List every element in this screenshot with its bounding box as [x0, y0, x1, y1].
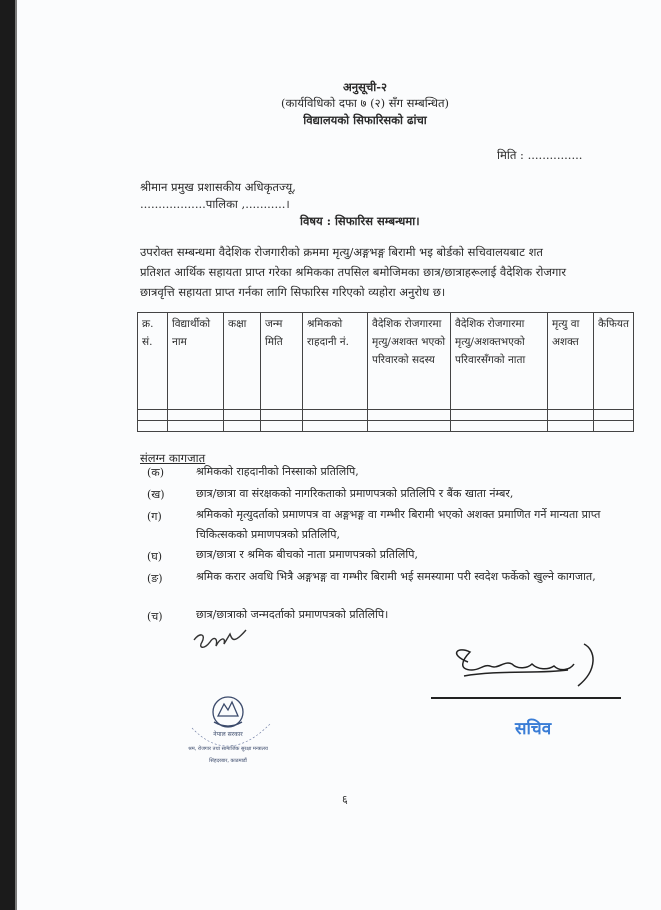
attachment-label: (घ)	[147, 550, 163, 563]
attachment-label: (क)	[147, 466, 165, 479]
attachment-label: (ग)	[147, 510, 162, 523]
signature-line	[431, 697, 621, 699]
scan-edge	[0, 0, 15, 910]
table-row	[138, 421, 634, 432]
attachment-label: (ख)	[147, 488, 165, 501]
addressee-line-1: श्रीमान प्रमुख प्रशासकीय अधिकृतज्यू,	[140, 180, 296, 194]
table-row	[138, 410, 634, 421]
col-serial: क्र. सं.	[138, 313, 168, 410]
page-number: ६	[342, 793, 348, 806]
seal-text-1: नेपाल सरकार	[213, 731, 243, 738]
attachment-item: छात्र/छात्रा र श्रमिक बीचको नाता प्रमाणपत्रको प्रतिलिपि,	[196, 548, 418, 561]
body-line-3: छात्रवृत्ति सहायता प्राप्त गर्नका लागि सिफारिस गरिएको व्यहोरा अनुरोध छ।	[140, 285, 446, 299]
col-class: कक्षा	[224, 313, 261, 410]
col-remarks: कैफियत	[594, 313, 634, 410]
col-birth-date: जन्म मिति	[261, 313, 303, 410]
attachment-item: छात्र/छात्रा वा संरक्षकको नागरिकताको प्रमाणपत्रको प्रतिलिपि र बैंक खाता नंम्बर,	[196, 487, 514, 500]
recommendation-table	[137, 312, 634, 432]
scan-edge-shadow	[15, 0, 17, 910]
secretary-signature	[428, 640, 618, 710]
seal-text-2: श्रम, रोजगार तथा सामाजिक सुरक्षा मन्त्रालय	[188, 746, 268, 752]
table-header-row	[138, 313, 634, 410]
annex-title: अनुसूची-२	[343, 80, 387, 94]
form-title: विद्यालयको सिफारिसको ढांचा	[303, 113, 427, 127]
col-relation: वैदेशिक रोजगारमा मृत्यु/अशक्तभएको परिवारसँगको नाता	[451, 313, 548, 410]
attachment-label: (ङ)	[147, 572, 163, 585]
seal-text-3: सिंहदरबार, काठमाडौं	[209, 758, 247, 764]
col-passport-no: श्रमिकको राहदानी नं.	[303, 313, 368, 410]
date-field: मिति : ...............	[497, 148, 583, 162]
initials-signature	[190, 628, 250, 658]
attachment-item: श्रमिक करार अवधि भित्रै अङ्गभङ्ग वा गम्भीर बिरामी भई समस्यामा परी स्वदेश फर्केको खुल्ने कागजात,	[196, 570, 596, 583]
attachment-item: श्रमिकको राहदानीको निस्साको प्रतिलिपि,	[196, 465, 359, 478]
body-line-2: प्रतिशत आर्थिक सहायता प्राप्त गरेका श्रमिकका तपसिल बमोजिमका छात्र/छात्राहरूलाई वैदेशिक रोजगार	[140, 265, 567, 279]
body-line-1: उपरोक्त सम्बन्धमा वैदेशिक रोजगारीको क्रममा मृत्यु/अङ्गभङ्ग बिरामी भइ बोर्डको सचिवालयबाट शत	[140, 245, 543, 259]
addressee-line-2: ..................पालिका ,...........।	[140, 197, 290, 211]
col-death-or-disabled: मृत्यु वा अशक्त	[548, 313, 594, 410]
attachment-label: (च)	[147, 610, 163, 623]
government-seal-icon	[178, 688, 278, 768]
attachment-item: छात्र/छात्राको जन्मदर्ताको प्रमाणपत्रको प्रतिलिपि।	[196, 608, 389, 621]
annex-reference: (कार्यविधिको दफा ७ (२) सँग सम्बन्धित)	[281, 96, 449, 110]
signatory-title: सचिव	[515, 719, 552, 739]
col-family-member: वैदेशिक रोजगारमा मृत्यु/अशक्त भएको परिवारको सदस्य	[368, 313, 451, 410]
attachments-title: संलग्न कागजात	[140, 451, 206, 465]
subject-line: विषय : सिफारिस सम्बन्धमा।	[300, 214, 420, 228]
attachment-item: श्रमिकको मृत्युदर्ताको प्रमाणपत्र वा अङ्गभङ्ग वा गम्भीर बिरामी भएको अशक्त प्रमाणित गर्ने मान्यता प्राप्त चिकित्सकको प्रमाणपत्रको प्रतिलिपि,	[196, 508, 601, 541]
col-student-name: विद्यार्थीको नाम	[168, 313, 224, 410]
